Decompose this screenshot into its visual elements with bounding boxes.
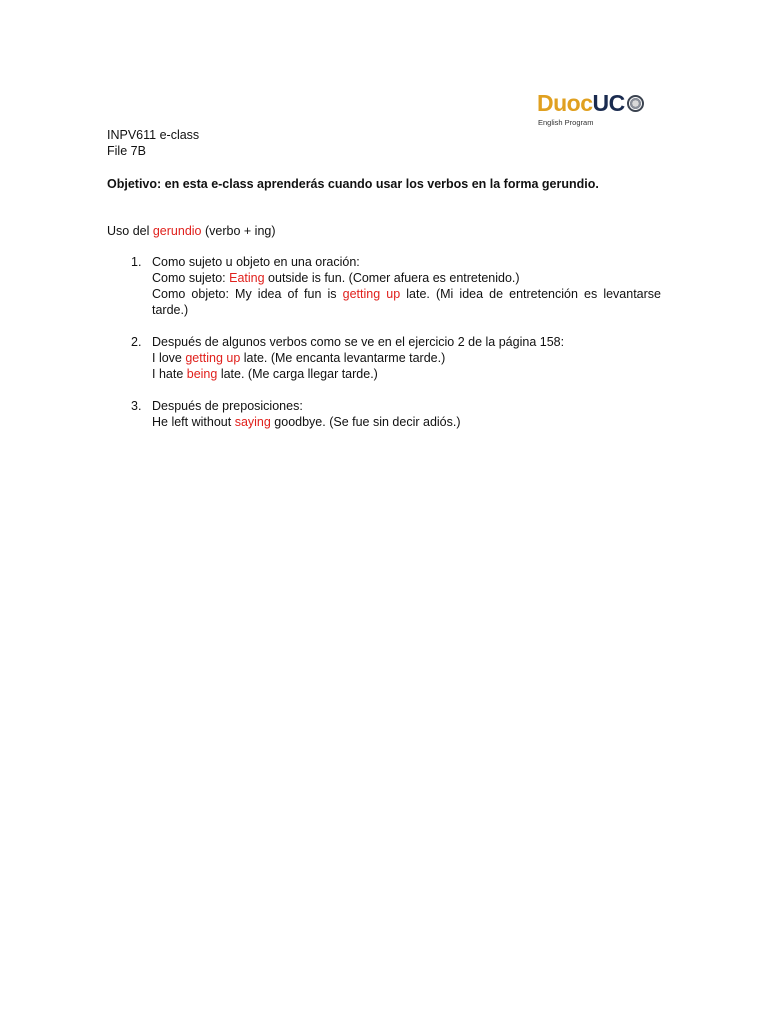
example-text: goodbye. (Se fue sin decir adiós.) [270,415,461,429]
example-text: I hate [152,367,187,381]
uso-prefix: Uso del [107,224,153,238]
uso-highlight: gerundio [152,224,202,238]
example-text: Como objeto: My idea of fun is [152,287,343,301]
logo-duoc-text: Duoc [537,90,593,116]
item-2-title: Después de algunos verbos como se ve en el ejercicio 2 de la página 158: [152,335,565,349]
seal-icon [627,95,644,112]
example-text: Como sujeto: [152,271,230,285]
item-2-example-2 [152,366,378,382]
gerund-highlight: Eating [229,271,265,285]
item-1-number: 1. [131,255,142,269]
item-3-title: Después de preposiciones: [152,399,303,413]
item-2-example-1 [152,350,445,366]
duoc-uc-logo [537,90,647,136]
example-text: late. (Mi idea de entretención es levantarse tarde.) [152,287,661,317]
logo-uc-text: UC [592,90,625,116]
gerund-highlight: being [186,367,218,381]
gerund-highlight: getting up [185,351,241,365]
course-code: INPV611 e-class [107,128,200,142]
logo-wordmark [537,90,647,116]
item-3-number: 3. [131,399,142,413]
logo-subtitle: English Program [538,118,594,127]
gerund-highlight: saying [234,415,271,429]
example-text: late. (Me encanta levantarme tarde.) [240,351,446,365]
gerund-highlight: getting up [342,287,401,301]
uso-heading [107,223,276,239]
item-2-number: 2. [131,335,142,349]
item-1-example-1 [152,270,520,286]
file-label: File 7B [107,144,146,158]
example-text: I love [152,351,186,365]
objective-text: Objetivo: en esta e-class aprenderás cuando usar los verbos en la forma gerundio. [107,177,599,191]
example-text: outside is fun. (Comer afuera es entretenido.) [264,271,520,285]
item-1-example-2 [152,286,661,318]
uso-suffix: (verbo + ing) [201,224,276,238]
item-1-title: Como sujeto u objeto en una oración: [152,255,360,269]
example-text: He left without [152,415,235,429]
example-text: late. (Me carga llegar tarde.) [217,367,378,381]
item-3-example-1 [152,414,461,430]
